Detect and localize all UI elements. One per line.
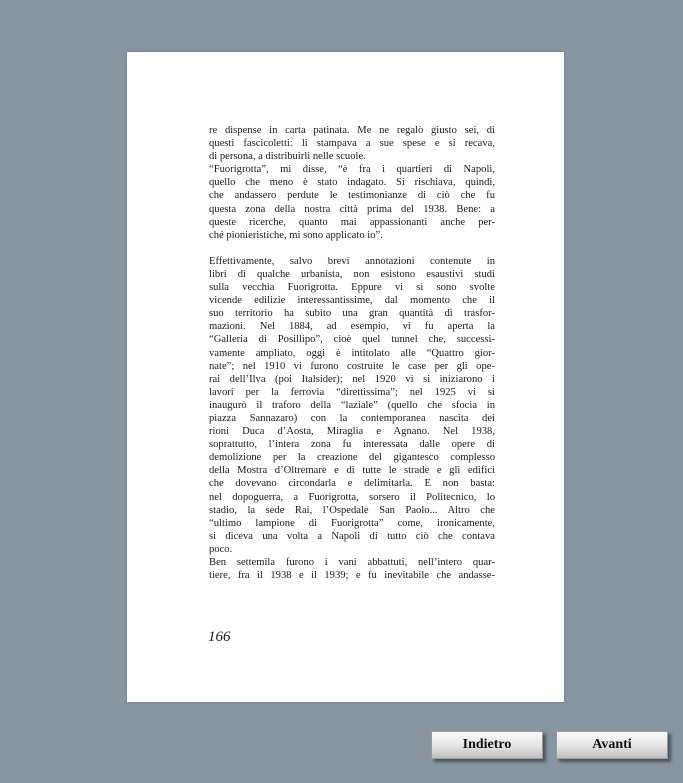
text-line: re dispense in carta patinata. Me ne regalò giusto sei, di [209,125,495,136]
text-line: quello che meno è stato indagato. Si rischiava, quindi, [209,177,495,189]
page-text [209,124,495,582]
paragraph-gap [209,242,495,255]
text-line: sulla vecchia Fuorigrotta. Eppure vi si sono svolte [209,282,495,294]
text-line: “ultimo lampione di Fuorigrotta” come, ironicamente, [209,517,495,529]
text-line: Ben settemila furono i vani abbattuti, nell’intero quar- [209,557,495,568]
text-line: che andassero perdute le testimonianze di ciò che fu [209,190,495,202]
text-line: poco. [209,543,233,555]
text-line: si diceva una volta a Napoli di tutto ciò che contava [209,530,495,542]
text-line: vicende edilizie interessantissime, dal momento che il [209,295,495,307]
text-line: vamente ampliato, oggi è intitolato alle “Quattro gior- [209,347,495,359]
page-number: 166 [208,629,231,645]
text-line: queste ricerche, quanto mai appassionanti anche per- [209,216,495,228]
next-button[interactable]: Avanti [556,731,668,759]
text-line: questa zona della nostra città prima del 1938. Bene: a [209,203,495,215]
text-line: questi fascicoletti: li stampava a sue spese e si recava, [209,138,495,150]
text-line: nel dopoguerra, a Fuorigrotta, sorsero il Politecnico, lo [209,491,495,503]
text-line: inaugurò il traforo della “laziale” (quello che sfocia in [209,399,495,411]
text-line: nate”; nel 1910 vi furono costruite le case per gli ope- [209,360,495,372]
book-page [127,52,564,702]
text-line: mazioni. Nel 1884, ad esempio, vi fu aperta la [209,321,495,333]
text-line: piazza Sannazaro) con la contemporanea nascita dei [209,412,495,424]
back-button[interactable]: Indietro [431,731,543,759]
text-line: stadio, la sede Rai, l’Ospedale San Paolo... Altro che [209,504,495,516]
text-line: tiere, fra il 1938 e il 1939; e fu inevitabile che andasse- [209,570,495,582]
text-line: che dovevano circondarla e delimitarla. E non basta: [209,478,495,490]
text-line: della Mostra d’Oltremare e di tutte le strade e gli edifici [209,465,495,477]
text-line: Effettivamente, salvo brevi annotazioni contenute in [209,255,495,267]
text-line: suo territorio ha subito una gran quantità di trasfor- [209,308,495,320]
text-line: lavori per la ferrovia “direttissima”; nel 1925 vi si [209,386,495,398]
text-line: soprattutto, l’intera zona fu interessata dalle opere di [209,439,495,451]
text-line: ché pionieristiche, mi sono applicato io”. [209,229,383,241]
text-line: di persona, a distribuirli nelle scuole. [209,151,366,163]
text-line: libri di qualche urbanista, non esistono esaustivi studi [209,268,495,280]
text-line: “Fuorigrotta”, mi disse, “è fra i quartieri di Napoli, [209,164,495,176]
text-line: rioni Duca d’Aosta, Miraglia e Agnano. Nel 1938, [209,426,495,438]
text-line: “Galleria di Posillipo”, cioè quel tunnel che, successi- [209,334,495,346]
text-line: rai dell’Ilva (poi Italsider); nel 1920 vi si iniziarono i [209,373,495,385]
text-line: demolizione per la creazione del gigantesco complesso [209,452,495,464]
